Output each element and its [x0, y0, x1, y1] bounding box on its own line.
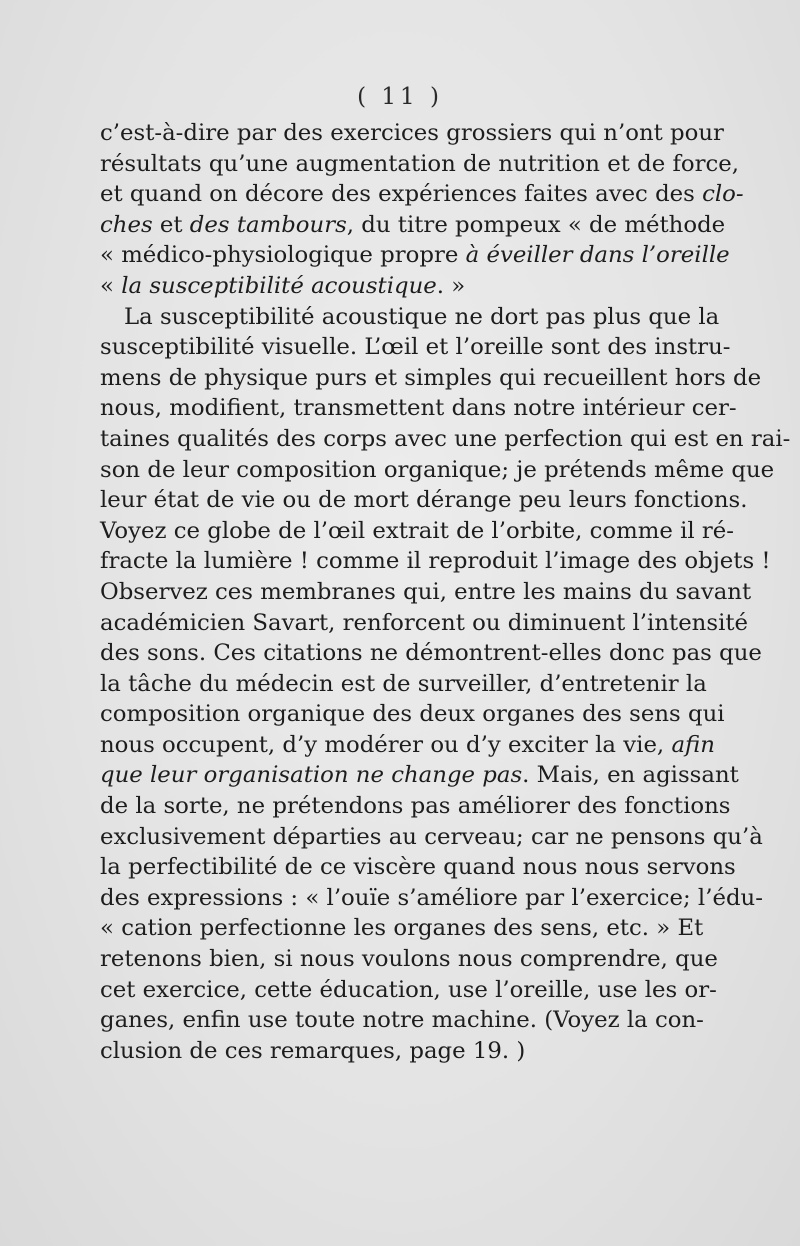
text-segment: et quand on décore des expériences faites avec des	[100, 181, 703, 208]
text-segment: des sons. Ces citations ne démontrent-elles donc pas que	[100, 640, 762, 667]
text-line	[100, 760, 739, 791]
text-line	[100, 485, 748, 516]
text-segment: « médico-physiologique propre	[100, 242, 466, 269]
text-line	[100, 1036, 668, 1067]
text-line	[100, 118, 724, 149]
text-segment: et	[152, 211, 190, 238]
text-segment: cet exercice, cette éducation, use l’oreille, use les or-	[100, 976, 717, 1003]
page-number: ( 11 )	[357, 84, 443, 110]
text-segment: nous occupent, d’y modérer ou d’y exciter la vie,	[100, 731, 672, 758]
text-segment: susceptibilité visuelle. L’œil et l’oreille sont des instru-	[100, 334, 731, 361]
text-line	[100, 1005, 704, 1036]
text-line	[100, 393, 737, 424]
text-line	[100, 240, 730, 271]
text-segment: « cation perfectionne les organes des sens, etc. » Et	[100, 915, 704, 942]
italic-text: à éveiller dans l’oreille	[465, 242, 730, 269]
text-segment: , du titre pompeux « de méthode	[346, 211, 726, 238]
text-line	[100, 302, 720, 333]
text-line	[100, 975, 717, 1006]
text-segment: La susceptibilité acoustique ne dort pas plus que la	[124, 303, 720, 330]
text-line	[100, 516, 735, 547]
text-line	[100, 883, 763, 914]
text-segment: la perfectibilité de ce viscère quand nous nous servons	[100, 854, 736, 881]
text-segment: Voyez ce globe de l’œil extrait de l’orbite, comme il ré-	[100, 517, 735, 544]
text-segment: ganes, enfin use toute notre machine. (Voyez la con-	[100, 1007, 704, 1034]
text-segment: son de leur composition organique; je prétends même que	[100, 456, 775, 483]
italic-text: afin	[671, 731, 715, 758]
text-segment: résultats qu’une augmentation de nutrition et de force,	[100, 150, 740, 177]
text-line	[100, 149, 740, 180]
text-segment: c’est-à-dire par des exercices grossiers qui n’ont pour	[100, 120, 724, 146]
text-segment: clusion de ces remarques, page 19. )	[100, 1037, 526, 1064]
text-segment: exclusivement départies au cerveau; car ne pensons qu’à	[100, 823, 763, 850]
text-line	[100, 730, 715, 761]
text-segment: nous, modifient, transmettent dans notre intérieur cer-	[100, 395, 737, 422]
text-segment: de la sorte, ne prétendons pas améliorer des fonctions	[100, 793, 731, 820]
text-line	[100, 363, 762, 394]
text-line	[100, 638, 762, 669]
text-line	[100, 332, 731, 363]
text-segment: fracte la lumière ! comme il reproduit l’image des objets !	[100, 548, 771, 575]
text-line	[100, 546, 771, 577]
text-segment: taines qualités des corps avec une perfection qui est en rai-	[100, 425, 791, 452]
text-line	[100, 913, 704, 944]
italic-text: ches	[100, 211, 153, 238]
text-line	[100, 944, 718, 975]
text-segment: académicien Savart, renforcent ou diminuent l’intensité	[100, 609, 749, 636]
italic-text: la susceptibilité acoustique	[121, 272, 437, 299]
text-line	[100, 455, 775, 486]
text-line	[100, 271, 668, 302]
text-line	[100, 179, 744, 210]
text-segment: mens de physique purs et simples qui recueillent hors de	[100, 364, 762, 391]
text-line	[100, 791, 731, 822]
text-segment: . Mais, en agissant	[522, 762, 739, 789]
text-segment: la tâche du médecin est de surveiller, d’entretenir la	[100, 670, 707, 697]
text-line	[100, 699, 725, 730]
text-segment: leur état de vie ou de mort dérange peu leurs fonctions.	[100, 487, 748, 514]
text-line	[100, 577, 752, 608]
text-segment: «	[100, 272, 122, 299]
text-line	[100, 669, 707, 700]
text-line	[100, 608, 749, 639]
text-segment: . »	[436, 272, 466, 299]
text-segment: retenons bien, si nous voulons nous comprendre, que	[100, 946, 718, 973]
text-line	[100, 210, 726, 241]
body-text	[100, 118, 791, 1066]
text-segment: des expressions : « l’ouïe s’améliore par l’exercice; l’édu-	[100, 884, 763, 911]
italic-text: que leur organisation ne change pas	[100, 762, 523, 789]
text-line	[100, 822, 763, 853]
italic-text: clo-	[702, 181, 744, 208]
text-segment: composition organique des deux organes des sens qui	[100, 701, 725, 728]
italic-text: des tambours	[189, 211, 347, 238]
text-segment: Observez ces membranes qui, entre les mains du savant	[100, 578, 752, 605]
text-line	[100, 424, 791, 455]
text-line	[100, 852, 736, 883]
